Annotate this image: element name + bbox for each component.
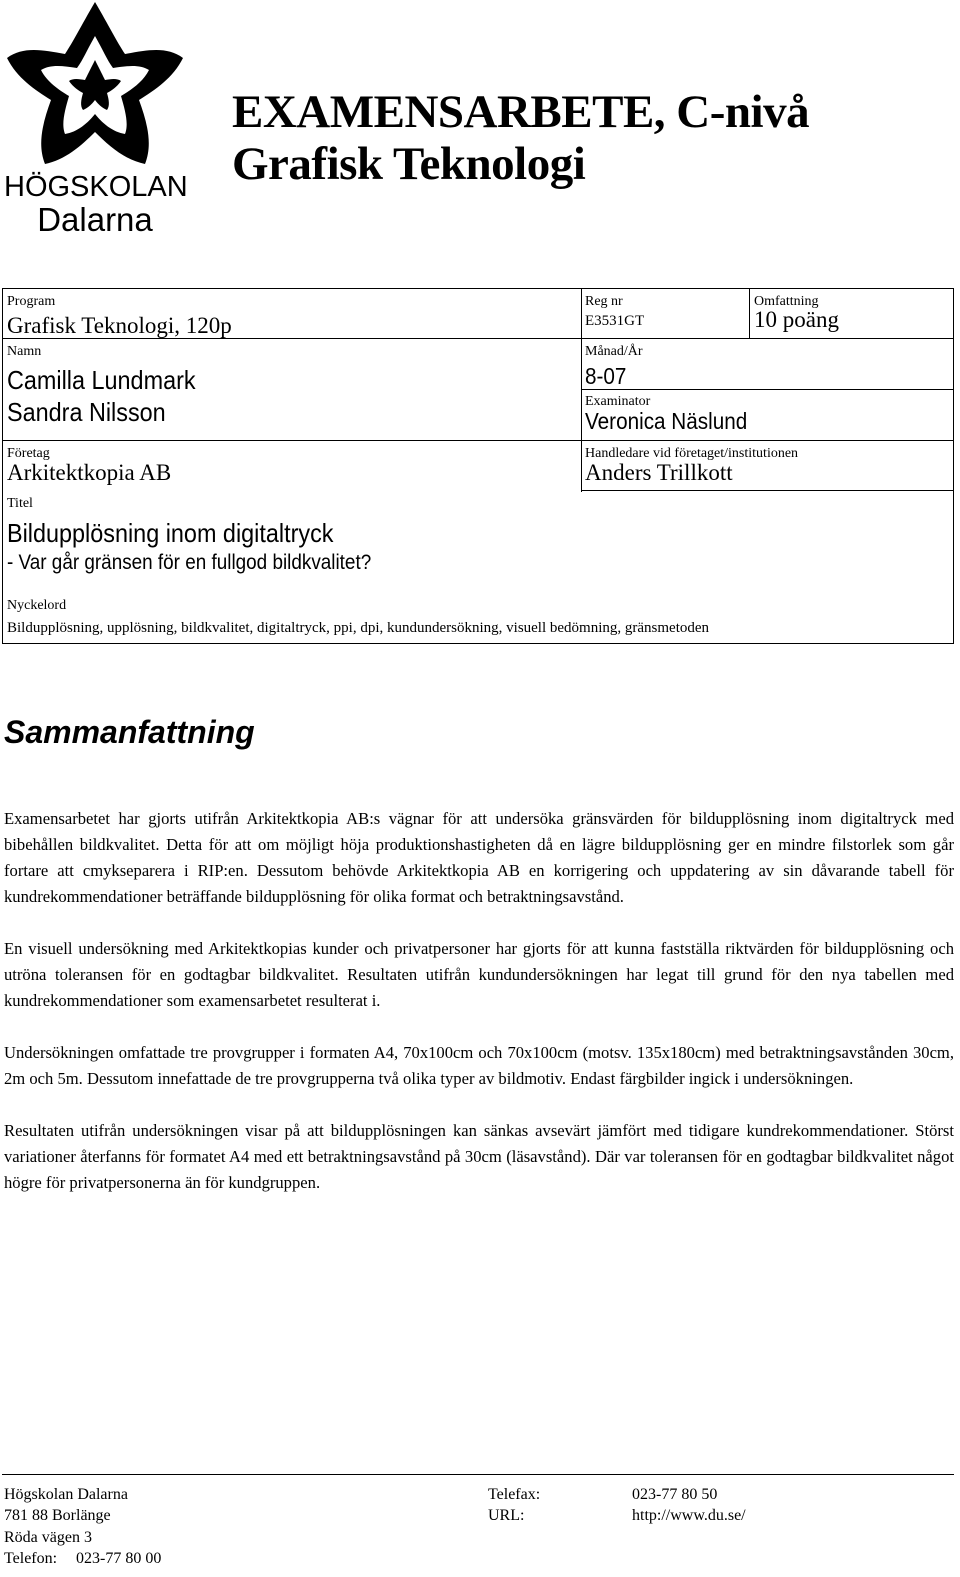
handledare-label: Handledare vid företaget/institutionen — [585, 446, 799, 461]
footer-telefon-value: 023-77 80 00 — [76, 1550, 162, 1567]
footer-telefon-label: Telefon: — [4, 1550, 58, 1567]
summary-body — [4, 806, 954, 1222]
summary-paragraph-2: En visuell undersökning med Arkitektkopias kunder och privatpersoner har gjorts för att kunna fastställa riktvärden för bildupplösning och utröna toleransen för en godtagbar bildkvalitet. Resultaten utifrån kundundersökningen har legat till grund för den nya tabellen med kundrekommendationer som examensarbetet resulterat i. — [4, 939, 954, 1010]
namn-value-1: Camilla Lundmark — [7, 365, 196, 395]
divider — [3, 440, 953, 441]
program-label: Program — [7, 294, 56, 309]
summary-heading: Sammanfattning — [4, 714, 255, 750]
summary-paragraph-1: Examensarbetet har gjorts utifrån Arkitektkopia AB:s vägnar för att undersöka gränsvärden för bildupplösning inom digitaltryck med bibehållen bildkvalitet. Detta för att om möjligt höja produktionshastigheten då en lägre bildupplösning ger en mindre filstorlek som går fortare att cmykseparera i RIP:en. Dessutom behövde Arkitektkopia AB en korrigering och uppdatering av sin dåvarande tabell för kundrekommendationer beträffande bildupplösning för olika format och betraktningsavstånd. — [4, 809, 954, 906]
manad-label: Månad/År — [585, 344, 643, 359]
omfattning-label: Omfattning — [754, 294, 819, 309]
omfattning-value: 10 poäng — [754, 307, 839, 332]
namn-value-2: Sandra Nilsson — [7, 397, 166, 427]
nyckelord-label: Nyckelord — [7, 598, 67, 613]
footer-street: Röda vägen 3 — [4, 1529, 92, 1546]
nyckelord-value: Bildupplösning, upplösning, bildkvalitet, digitaltryck, ppi, dpi, kundundersökning, visuell bedömning, gränsmetoden — [7, 620, 710, 636]
document-title — [232, 86, 809, 190]
title-line1: EXAMENSARBETE, C-nivå — [232, 86, 810, 138]
namn-label: Namn — [7, 344, 42, 359]
divider — [581, 389, 953, 390]
examinator-value: Veronica Näslund — [585, 408, 748, 434]
handledare-value: Anders Trillkott — [585, 460, 733, 485]
star-flower-icon — [0, 0, 190, 175]
summary-paragraph-3: Undersökningen omfattade tre provgrupper i formaten A4, 70x100cm och 70x100cm (motsv. 135x180cm) med betraktningsavstånden 30cm, 2m och 5m. Dessutom innefattade de tre provgrupperna två olika typer av bildmotiv. Endast färgbilder ingick i undersökningen. — [4, 1043, 954, 1088]
footer-url-label: URL: — [488, 1507, 525, 1524]
thesis-info-form — [2, 288, 954, 644]
regnr-value: E3531GT — [585, 313, 645, 329]
regnr-label: Reg nr — [585, 294, 623, 309]
footer-telefax-value: 023-77 80 50 — [632, 1486, 718, 1503]
university-logo — [0, 0, 190, 245]
foretag-label: Företag — [7, 446, 50, 461]
footer-url-link[interactable]: http://www.du.se/ — [632, 1507, 746, 1524]
footer-org: Högskolan Dalarna — [4, 1486, 128, 1503]
summary-paragraph-4: Resultaten utifrån undersökningen visar på att bildupplösningen kan sänkas avsevärt jämfört med tidigare kundrekommendationer. Störst variationer återfanns för formatet A4 med ett betraktningsavstånd på 30cm (läsavstånd). Där var toleransen för en godtagbar bildkvalitet något högre för privatpersonerna än för kundgruppen. — [4, 1121, 954, 1192]
foretag-value: Arkitektkopia AB — [7, 460, 172, 485]
divider — [581, 289, 582, 492]
program-value: Grafisk Teknologi, 120p — [7, 313, 232, 338]
title-line2: Grafisk Teknologi — [232, 138, 586, 190]
titel-value-1: Bildupplösning inom digitaltryck — [7, 518, 334, 548]
footer-telefax-label: Telefax: — [488, 1486, 541, 1503]
divider — [581, 490, 953, 491]
logo-text-line2: Dalarna — [37, 201, 153, 238]
footer-postal: 781 88 Borlänge — [4, 1507, 111, 1524]
titel-label: Titel — [7, 496, 33, 511]
logo-text-line1: HÖGSKOLAN — [4, 171, 188, 203]
footer-divider — [2, 1474, 954, 1475]
manad-value: 8-07 — [585, 363, 627, 389]
examinator-label: Examinator — [585, 394, 651, 409]
titel-value-2: - Var går gränsen för en fullgod bildkvalitet? — [7, 551, 372, 574]
divider — [749, 289, 750, 339]
